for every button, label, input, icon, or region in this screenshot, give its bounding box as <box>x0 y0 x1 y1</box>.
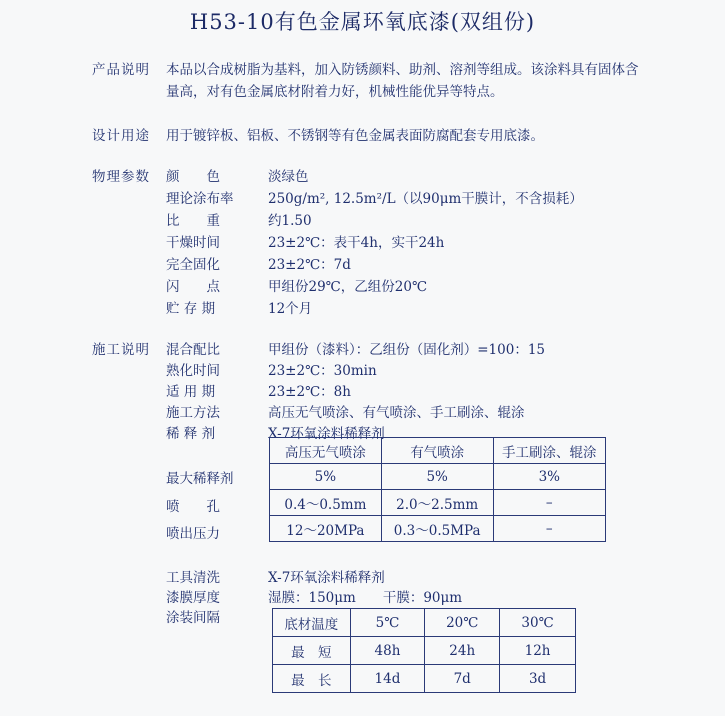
interval-label: 涂装间隔 <box>166 610 220 626</box>
spray-table <box>269 437 606 542</box>
construction-value-induction: 23±2℃：30min <box>268 363 377 379</box>
construction-value-thinner: X-7环氧涂料稀释剂 <box>268 426 385 442</box>
construction-label-thinner: 稀 释 剂 <box>166 426 216 442</box>
film-thickness-value: 湿膜：150μm 干膜：90μm <box>268 590 463 606</box>
construction-label-mix: 混合配比 <box>166 342 220 358</box>
spray-row-label-nozzle: 喷 孔 <box>166 499 220 515</box>
film-thickness-label: 漆膜厚度 <box>166 590 220 606</box>
table-cell: 12～20MPa <box>270 516 382 542</box>
table-cell: 0.3～0.5MPa <box>381 516 493 542</box>
table-cell: 7d <box>425 665 500 693</box>
physical-value-coverage: 250g/m², 12.5m²/L（以90μm干膜计，不含损耗） <box>268 191 583 207</box>
physical-value-color: 淡绿色 <box>268 169 309 185</box>
table-row <box>273 665 576 693</box>
physical-label-color: 颜 色 <box>166 169 220 185</box>
physical-value-shelf: 12个月 <box>268 301 313 317</box>
physical-value-flash: 甲组份29℃，乙组份20℃ <box>268 279 428 295</box>
spray-row-label-pressure: 喷出压力 <box>166 526 220 542</box>
table-row <box>273 637 576 665</box>
table-header-cell: 5℃ <box>350 609 425 637</box>
section-label-physical: 物理参数 <box>92 169 150 185</box>
product-desc-line1: 本品以合成树脂为基料，加入防锈颜料、助剂、溶剂等组成。该涂料具有固体含 <box>166 62 639 78</box>
section-label-usage: 设计用途 <box>92 128 150 144</box>
table-cell: – <box>493 490 605 516</box>
table-header-cell: 20℃ <box>425 609 500 637</box>
table-header-cell: 30℃ <box>500 609 576 637</box>
table-cell: – <box>493 516 605 542</box>
construction-label-induction: 熟化时间 <box>166 363 220 379</box>
table-row <box>270 490 606 516</box>
physical-label-coverage: 理论涂布率 <box>166 191 234 207</box>
table-cell: 0.4～0.5mm <box>270 490 382 516</box>
physical-label-shelf: 贮 存 期 <box>166 301 216 317</box>
construction-label-method: 施工方法 <box>166 405 220 421</box>
table-cell: 14d <box>350 665 425 693</box>
interval-table <box>272 608 576 693</box>
section-label-construction: 施工说明 <box>92 342 150 358</box>
physical-value-cure: 23±2℃：7d <box>268 257 351 273</box>
construction-value-mix: 甲组份（漆料）：乙组份（固化剂）=100：15 <box>268 342 546 358</box>
physical-label-drying: 干燥时间 <box>166 235 220 251</box>
tools-clean-label: 工具清洗 <box>166 570 220 586</box>
table-header-cell: 手工刷涂、辊涂 <box>493 438 605 464</box>
section-label-product: 产品说明 <box>92 62 150 78</box>
physical-value-density: 约1.50 <box>268 213 312 229</box>
page-title: H53-10有色金属环氧底漆(双组份) <box>189 10 536 34</box>
construction-value-potlife: 23±2℃：8h <box>268 384 351 400</box>
table-header-cell: 有气喷涂 <box>381 438 493 464</box>
table-cell: 最 短 <box>273 637 351 665</box>
tools-clean-value: X-7环氧涂料稀释剂 <box>268 570 385 586</box>
table-row <box>270 438 606 464</box>
table-cell: 48h <box>350 637 425 665</box>
table-cell: 12h <box>500 637 576 665</box>
table-row <box>270 516 606 542</box>
table-cell: 5% <box>381 464 493 490</box>
physical-label-density: 比 重 <box>166 213 220 229</box>
construction-value-method: 高压无气喷涂、有气喷涂、手工刷涂、辊涂 <box>268 405 525 421</box>
physical-label-flash: 闪 点 <box>166 279 220 295</box>
table-header-cell: 高压无气喷涂 <box>270 438 382 464</box>
table-header-cell: 底材温度 <box>273 609 351 637</box>
product-desc-line2: 量高，对有色金属底材附着力好，机械性能优异等特点。 <box>166 84 504 100</box>
table-row <box>270 464 606 490</box>
usage-text: 用于镀锌板、铝板、不锈钢等有色金属表面防腐配套专用底漆。 <box>166 128 544 144</box>
table-cell: 24h <box>425 637 500 665</box>
table-cell: 3% <box>493 464 605 490</box>
table-cell: 2.0～2.5mm <box>381 490 493 516</box>
spray-row-label-thinner: 最大稀释剂 <box>166 471 234 487</box>
table-cell: 3d <box>500 665 576 693</box>
construction-label-potlife: 适 用 期 <box>166 384 216 400</box>
physical-value-drying: 23±2℃：表干4h，实干24h <box>268 235 445 251</box>
table-cell: 最 长 <box>273 665 351 693</box>
physical-label-cure: 完全固化 <box>166 257 220 273</box>
table-cell: 5% <box>270 464 382 490</box>
table-row <box>273 609 576 637</box>
